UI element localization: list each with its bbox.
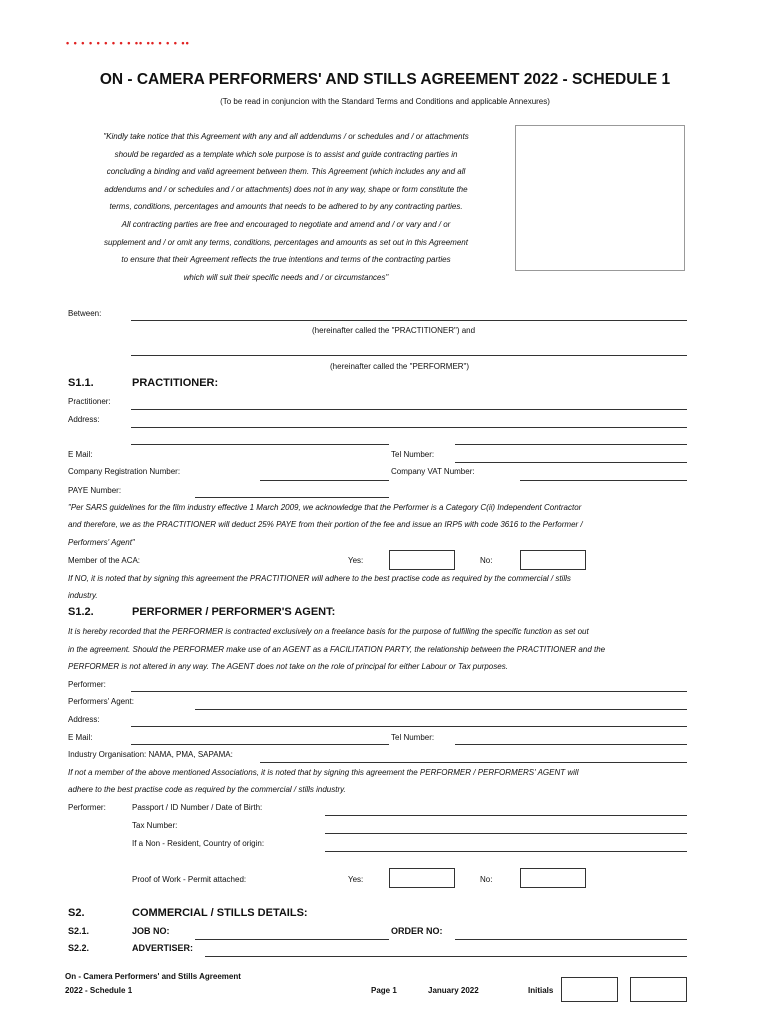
section-number: S1.2. <box>68 606 94 618</box>
notice-line: All contracting parties are free and encouraged to negotiate and amend and / or vary and / or <box>121 219 451 229</box>
industry-org-field[interactable] <box>260 762 687 763</box>
section-heading: PERFORMER / PERFORMER'S AGENT: <box>132 606 336 618</box>
notice-text <box>60 128 512 286</box>
performer-intro-line: It is hereby recorded that the PERFORMER is contracted exclusively on a freelance basis for the purpose of fulfilling the specific function as set out <box>68 627 589 636</box>
work-permit-no-label: No: <box>480 875 493 884</box>
performer-email-field[interactable] <box>131 744 389 745</box>
aca-no-box[interactable] <box>520 550 586 570</box>
performer-address-field[interactable] <box>131 726 687 727</box>
notice-line: addendums and / or schedules and / or attachments) does not in any way, shape or form constitute the <box>104 184 468 194</box>
job-no-label: JOB NO: <box>132 926 170 936</box>
performer-tel-field[interactable] <box>455 744 687 745</box>
section-heading: COMMERCIAL / STILLS DETAILS: <box>132 907 308 919</box>
tax-field[interactable] <box>325 833 687 834</box>
notice-line: "Kindly take notice that this Agreement with any and all addendums / or schedules and / or attachments <box>103 132 469 141</box>
company-reg-field[interactable] <box>260 480 389 481</box>
address-label: Address: <box>68 415 100 424</box>
photo-box[interactable] <box>515 125 685 271</box>
between-label: Between: <box>68 309 102 318</box>
performer-address-label: Address: <box>68 715 100 724</box>
performer-party-field[interactable] <box>131 355 687 356</box>
aca-label: Member of the ACA: <box>68 556 141 565</box>
order-no-field[interactable] <box>455 939 687 940</box>
document-title: ON - CAMERA PERFORMERS' AND STILLS AGREEMENT 2022 - SCHEDULE 1 <box>99 71 671 88</box>
notice-line: to ensure that their Agreement reflects the true intentions and terms of the contracting parties <box>121 255 451 265</box>
performer-intro-line: in the agreement. Should the PERFORMER make use of an AGENT as a FACILITATION PARTY, the relationship between the PRACTITIONER and the <box>68 645 606 654</box>
section-number: S2. <box>68 907 85 919</box>
aca-note-line: If NO, it is noted that by signing this agreement the PRACTITIONER will adhere to the best practise code as required by the commercial / stills <box>68 574 571 583</box>
address-field-2[interactable] <box>131 444 389 445</box>
performer-field[interactable] <box>131 691 687 692</box>
passport-label: Passport / ID Number / Date of Birth: <box>132 803 263 812</box>
company-vat-label: Company VAT Number: <box>391 467 475 476</box>
work-permit-label: Proof of Work - Permit attached: <box>132 875 247 884</box>
tel-field[interactable] <box>455 462 687 463</box>
industry-org-label: Industry Organisation: NAMA, PMA, SAPAMA: <box>68 750 233 759</box>
aca-no-label: No: <box>480 556 493 565</box>
work-permit-yes-box[interactable] <box>389 868 455 888</box>
initials-box-2[interactable] <box>630 977 687 1002</box>
sars-note-line: Performers' Agent" <box>68 538 135 547</box>
non-resident-label: If a Non - Resident, Country of origin: <box>132 839 265 848</box>
email-label: E Mail: <box>68 450 93 459</box>
job-no-number: S2.1. <box>68 926 90 936</box>
agent-field[interactable] <box>195 709 687 710</box>
company-reg-label: Company Registration Number: <box>68 467 181 476</box>
advertiser-number: S2.2. <box>68 943 90 953</box>
member-note-line: If not a member of the above mentioned Associations, it is noted that by signing this agreement the PERFORMER / PERFORMERS' AGENT will <box>68 768 579 777</box>
work-permit-yes-label: Yes: <box>348 875 364 884</box>
order-no-label: ORDER NO: <box>391 926 443 936</box>
initials-box-1[interactable] <box>561 977 618 1002</box>
agent-label: Performers' Agent: <box>68 697 134 706</box>
practitioner-field[interactable] <box>131 409 687 410</box>
practitioner-label: Practitioner: <box>68 397 111 406</box>
aca-yes-box[interactable] <box>389 550 455 570</box>
job-no-field[interactable] <box>195 939 389 940</box>
member-note-line: adhere to the best practise code as required by the commercial / stills industry. <box>68 785 346 794</box>
performer-note: (hereinafter called the "PERFORMER") <box>330 362 470 371</box>
performer-tel-label: Tel Number: <box>391 733 435 742</box>
address-field[interactable] <box>131 427 687 428</box>
non-resident-field[interactable] <box>325 851 687 852</box>
footer-date: January 2022 <box>428 986 479 995</box>
tax-label: Tax Number: <box>132 821 178 830</box>
performer-intro-line: PERFORMER is not altered in any way. The AGENT does not take on the role of principal for either Labour or Tax purposes. <box>68 662 508 671</box>
section-heading: PRACTITIONER: <box>132 377 219 389</box>
practitioner-party-field[interactable] <box>131 320 687 321</box>
sars-note-line: and therefore, we as the PRACTITIONER will deduct 25% PAYE from their portion of the fee and issue an IRP5 with code 3616 to the Performer / <box>68 520 583 529</box>
footer-doc-name: On - Camera Performers' and Stills Agreement <box>65 972 241 981</box>
work-permit-no-box[interactable] <box>520 868 586 888</box>
practitioner-note: (hereinafter called the "PRACTITIONER") and <box>312 326 476 335</box>
paye-field[interactable] <box>195 497 389 498</box>
company-vat-field[interactable] <box>520 480 687 481</box>
aca-note-line: industry. <box>68 591 98 600</box>
advertiser-label: ADVERTISER: <box>132 943 194 953</box>
header-marks: • • • • • • • • • •• •• • • • •• <box>66 38 190 48</box>
paye-label: PAYE Number: <box>68 486 122 495</box>
document-subtitle: (To be read in conjuncion with the Standard Terms and Conditions and applicable Annexures) <box>220 97 550 106</box>
notice-line: should be regarded as a template which sole purpose is to assist and guide contracting parties in <box>114 149 458 159</box>
address-field-3[interactable] <box>455 444 687 445</box>
notice-line: which will suit their specific needs and / or circumstances" <box>183 272 389 282</box>
advertiser-field[interactable] <box>205 956 687 957</box>
section-number: S1.1. <box>68 377 94 389</box>
sars-note-line: "Per SARS guidelines for the film industry effective 1 March 2009, we acknowledge that the Performer is a Category C(ii) Independent Contractor <box>68 503 582 512</box>
footer-page: Page 1 <box>371 986 397 995</box>
tel-label: Tel Number: <box>391 450 435 459</box>
footer-doc-schedule: 2022 - Schedule 1 <box>65 986 133 995</box>
notice-line: terms, conditions, percentages and amounts that needs to be adhered to by any contracting parties. <box>109 202 463 212</box>
aca-yes-label: Yes: <box>348 556 364 565</box>
notice-line: concluding a binding and valid agreement between them. This Agreement (which includes any and all <box>106 167 466 177</box>
performer2-label: Performer: <box>68 803 106 812</box>
passport-field[interactable] <box>325 815 687 816</box>
performer-label: Performer: <box>68 680 106 689</box>
notice-line: supplement and / or omit any terms, conditions, percentages and amounts as set out in this Agreement <box>104 237 468 247</box>
performer-email-label: E Mail: <box>68 733 93 742</box>
footer-initials-label: Initials <box>528 986 554 995</box>
